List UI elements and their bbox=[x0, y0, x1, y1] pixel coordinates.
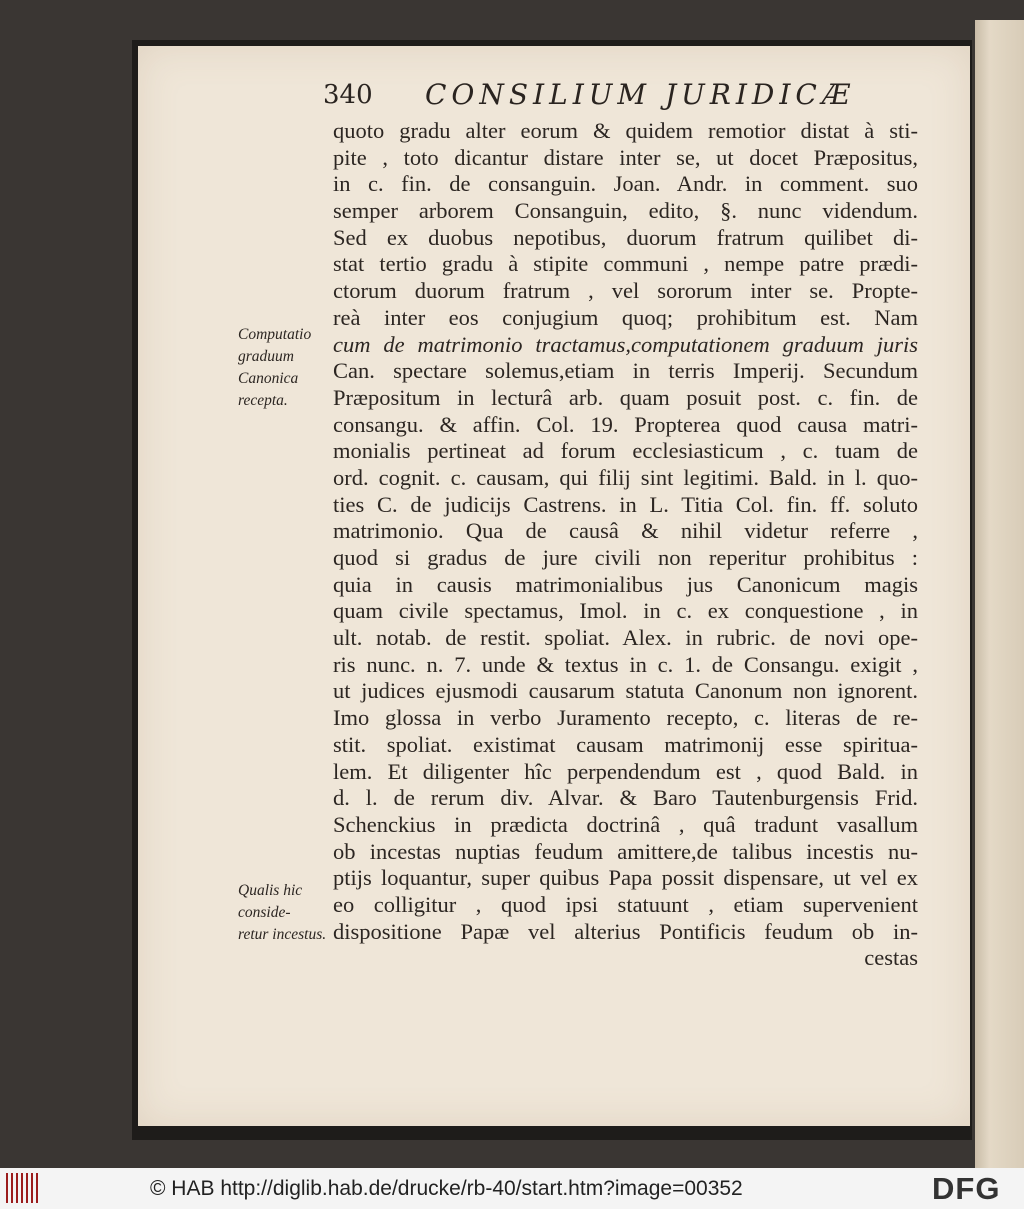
text-line: d. l. de rerum div. Alvar. & Baro Tautenburgensis Frid. bbox=[333, 785, 918, 811]
text-line: ptijs loquantur, super quibus Papa possit dispensare, ut vel ex bbox=[333, 865, 918, 891]
text-line: ris nunc. n. 7. unde & textus in c. 1. de Consangu. exigit , bbox=[333, 651, 918, 677]
text-line: quia in causis matrimonialibus jus Canonicum magis bbox=[333, 571, 918, 597]
marginal-note-line: retur incestus. bbox=[238, 926, 327, 943]
text-line: reà inter eos conjugium quoq; prohibitum est. Nam bbox=[333, 304, 918, 330]
marginal-note-line: graduum bbox=[238, 348, 294, 365]
text-line: Schenckius in prædicta doctrinâ , quâ tradunt vasallum bbox=[333, 811, 918, 837]
marginal-note-line: recepta. bbox=[238, 392, 288, 409]
marginal-note-line: conside- bbox=[238, 904, 291, 921]
text-line: Can. spectare solemus,etiam in terris Imperij. Secundum bbox=[333, 358, 918, 384]
hab-logo-icon bbox=[6, 1173, 42, 1203]
text-line: semper arborem Consanguin, edito, §. nunc videndum. bbox=[333, 198, 918, 224]
text-line: dispositione Papæ vel alterius Pontificis feudum ob in- bbox=[333, 918, 918, 944]
page-number: 340 bbox=[323, 80, 373, 110]
text-line: lem. Et diligenter hîc perpendendum est , quod Bald. in bbox=[333, 758, 918, 784]
dfg-logo: DFG bbox=[932, 1171, 1001, 1206]
facing-page-edge bbox=[975, 20, 1024, 1168]
text-line: ob incestas nuptias feudum amittere,de talibus incestis nu- bbox=[333, 838, 918, 864]
copyright-link[interactable]: © HAB http://diglib.hab.de/drucke/rb-40/start.htm?image=00352 bbox=[150, 1177, 743, 1200]
running-head: CONSILIUM JURIDICÆ bbox=[425, 78, 855, 111]
text-line: ties C. de judicijs Castrens. in L. Titia Col. fin. ff. soluto bbox=[333, 491, 918, 517]
text-line: ord. cognit. c. causam, qui filij sint legitimi. Bald. in l. quo- bbox=[333, 464, 918, 490]
text-line: ut judices ejusmodi causarum statuta Canonum non ignorent. bbox=[333, 678, 918, 704]
viewer-footer bbox=[0, 1168, 1024, 1209]
body-text bbox=[333, 118, 918, 972]
marginal-note-line: Computatio bbox=[238, 326, 312, 343]
text-line: stit. spoliat. existimat causam matrimonij esse spiritua- bbox=[333, 731, 918, 757]
catchword: cestas bbox=[864, 945, 918, 971]
marginal-note bbox=[238, 324, 328, 412]
text-line: stat tertio gradu à stipite communi , nempe patre prædi- bbox=[333, 251, 918, 277]
text-line: Præpositum in lecturâ arb. quam posuit post. c. fin. de bbox=[333, 384, 918, 410]
marginal-note-line: Qualis hic bbox=[238, 882, 303, 899]
text-line: quod si gradus de jure civili non reperitur prohibitus : bbox=[333, 545, 918, 570]
marginal-note-line: Canonica bbox=[238, 370, 299, 387]
text-line: Imo glossa in verbo Juramento recepto, c. literas de re- bbox=[333, 705, 918, 731]
text-line: cum de matrimonio tractamus,computationem graduum juris bbox=[333, 331, 918, 357]
text-line: consangu. & affin. Col. 19. Propterea quod causa matri- bbox=[333, 411, 918, 437]
text-line: quam civile spectamus, Imol. in c. ex conquestione , in bbox=[333, 598, 918, 624]
text-line: in c. fin. de consanguin. Joan. Andr. in comment. suo bbox=[333, 171, 918, 197]
text-line: matrimonio. Qua de causâ & nihil videtur referre , bbox=[333, 518, 918, 544]
text-line: eo colligitur , quod ipsi statuunt , etiam supervenient bbox=[333, 891, 918, 917]
marginal-note bbox=[238, 880, 328, 946]
text-line: ult. notab. de restit. spoliat. Alex. in rubric. de novi ope- bbox=[333, 625, 918, 651]
text-line: pite , toto dicantur distare inter se, ut docet Præpositus, bbox=[333, 144, 918, 170]
text-line: quoto gradu alter eorum & quidem remotior distat à sti- bbox=[333, 118, 918, 143]
text-line: ctorum duorum fratrum , vel sororum inter se. Propte- bbox=[333, 278, 918, 304]
text-line: Sed ex duobus nepotibus, duorum fratrum quilibet di- bbox=[333, 224, 918, 250]
text-line: monialis pertineat ad forum ecclesiasticum , c. tuam de bbox=[333, 438, 918, 464]
